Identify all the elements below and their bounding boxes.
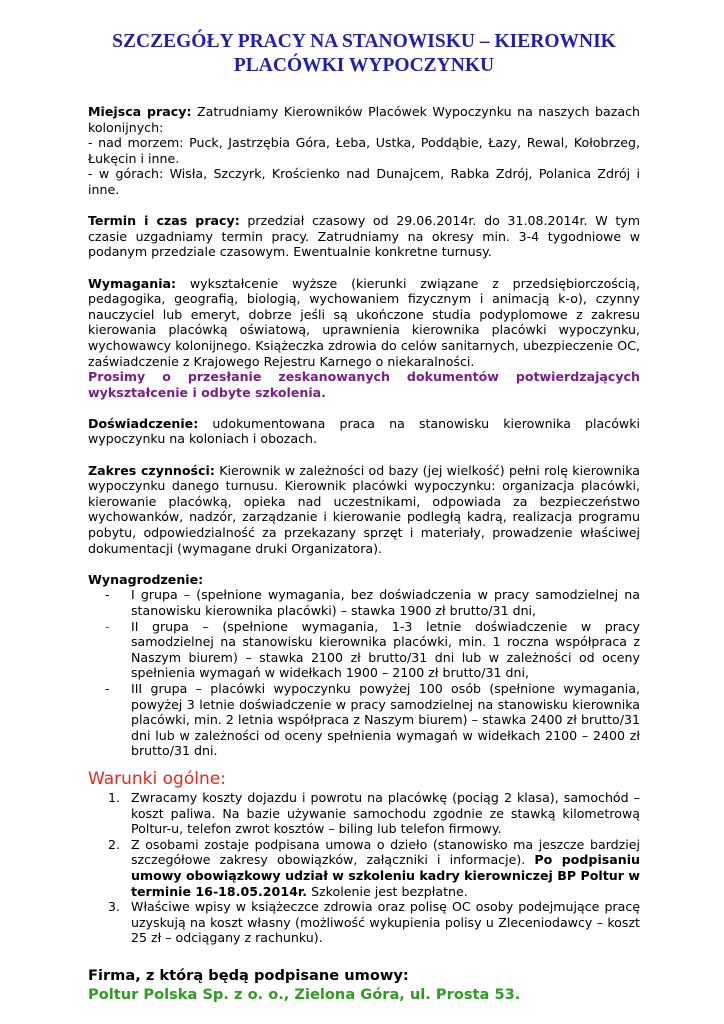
miejsca-sea: - nad morzem: Puck, Jastrzębia Góra, Łeba, Ustka, Poddąbie, Łazy, Rewal, Kołobrzeg, Łukęcin i inne. [88, 135, 640, 166]
wymagania-note: Prosimy o przesłanie zeskanowanych dokumentów potwierdzających wykształcenie i odbyte szkolenia. [88, 369, 640, 400]
termin-text: przedział czasowy od 29.06.2014r. do 31.08.2014r. W tym czasie uzgadniamy termin pracy. Zatrudniamy na okresy min. 3-4 tygodniowe w podanym przedziale czasowym. Ewentualnie konkretne turnusy. [88, 213, 640, 260]
salary-item-2 [105, 618, 640, 681]
doswiadczenie-label: Doświadczenie: [88, 415, 199, 431]
warunki-item-text: Z osobami zostaje podpisana umowa o dzieło (stanowisko ma jeszcze bardziej szczegółowe zakresy obowiązków, załączniki i informacje). [131, 836, 640, 868]
wynagrodzenie-label: Wynagrodzenie: [88, 571, 204, 587]
zakres-label: Zakres czynności: [88, 462, 215, 478]
termin-label: Termin i czas pracy: [88, 213, 240, 229]
warunki-item-1 [108, 789, 640, 837]
section-wymagania [88, 276, 640, 401]
miejsca-intro: Zatrudniamy Kierowników Placówek Wypoczynku na naszych bazach kolonijnych: [88, 104, 640, 135]
warunki-item-text: Właściwe wpisy w książeczce zdrowia oraz polisę OC osoby podejmujące pracę uzyskują na koszt własny (możliwość wykupienia polisy u Zleceniodawcy – koszt 25 zł – odciągany z rachunku). [131, 899, 640, 946]
warunki-item-bold: Po podpisaniu umowy obowiązkowy udział w szkoleniu kadry kierowniczej BP Poltur w terminie 16-18.05.2014r. [131, 852, 640, 899]
title-line-1: SZCZEGÓŁY PRACY NA STANOWISKU – KIEROWNIK [112, 31, 616, 52]
firma-heading: Firma, z którą będą podpisane umowy: [88, 966, 409, 984]
salary-item-3 [105, 680, 640, 759]
item-number: 2. [108, 836, 121, 852]
salary-item-text: III grupa – placówki wypoczynku powyżej 100 osób (spełnione wymagania, powyżej 3 letnie doświadczenie w pracy samodzielnej na stanowisku kierownika placówki, min. 2 letnia współpraca z Naszym biurem) – stawka 2400 zł brutto/31 dni lub w zależności od oceny spełnienia wymagań w widełkach 2100 – 2400 zł brutto/31 dni. [131, 680, 640, 759]
salary-item-text: I grupa – (spełnione wymagania, bez doświadczenia w pracy samodzielnej na stanowisku kierownika placówki) – stawka 1900 zł brutto/31 dni, [131, 587, 640, 618]
section-zakres [88, 463, 640, 557]
title-line-2: PLACÓWKI WYPOCZYNKU [233, 55, 495, 76]
item-number: 3. [108, 899, 121, 915]
dash-marker: - [105, 680, 110, 696]
doswiadczenie-text: udokumentowana praca na stanowisku kierownika placówki wypoczynku na koloniach i obozach. [88, 415, 640, 447]
warunki-item-3 [108, 899, 640, 946]
miejsca-mountains: - w górach: Wisła, Szczyrk, Krościenko nad Dunajcem, Rabka Zdrój, Polanica Zdrój i inne. [88, 166, 640, 197]
section-firma [88, 966, 640, 1004]
section-warunki [88, 769, 640, 946]
warunki-item-text: Zwracamy koszty dojazdu i powrotu na placówkę (pociąg 2 klasa), samochód – koszt paliwa. Na bazie używanie samochodu zgodnie ze stawką kilometrową Poltur-u, telefon zwrot kosztów – biling lub telefon firmowy. [131, 789, 640, 837]
section-doswiadczenie [88, 416, 640, 447]
miejsca-label: Miejsca pracy: [88, 104, 192, 119]
warunki-item-2 [108, 836, 640, 899]
item-number: 1. [108, 789, 121, 805]
firma-company: Poltur Polska Sp. z o. o., Zielona Góra, ul. Prosta 53. [88, 985, 521, 1003]
salary-item-1 [105, 587, 640, 618]
dash-marker: - [105, 587, 110, 603]
wymagania-label: Wymagania: [88, 275, 177, 291]
document-page [88, 30, 640, 1004]
section-termin [88, 213, 640, 260]
salary-item-text: II grupa – (spełnione wymagania, 1-3 letnie doświadczenie w pracy samodzielnej na stanowisku kierownika placówki, min. 1 roczna współpraca z Naszym biurem) – stawka 2100 zł brutto/31 dni lub w zależności od oceny spełnienia wymagań w widełkach 1900 – 2100 zł brutto/31 dni, [131, 618, 640, 681]
wymagania-text: wykształcenie wyższe (kierunki związane z przedsiębiorczością, pedagogika, geografią, biologią, wychowaniem fizycznym i animacją k-o), czynny nauczyciel lub emeryt, dobrze jeśli są ukończone studia podyplomowe z zakresu kierowania placówką oświatową, uprawnienia kierownika placówki wypoczynku, wychowawcy kolonijnego. Książeczka zdrowia do celów sanitarnych, ubezpieczenie OC, zaświadczenie z Krajowego Rejestru Karnego o niekaralności. [88, 275, 640, 369]
zakres-text: Kierownik w zależności od bazy (jej wielkość) pełni rolę kierownika wypoczynku danego turnusu. Kierownik placówki wypoczynku: organizacja placówki, kierowanie placówką, opieka nad uczestnikami, odpowiada za bezpieczeństwo wychowanków, nadzór, zarządzanie i kierowanie podległą kadrą, realizacja programu pobytu, odpowiedzialność za przekazany sprzęt i materiały, prowadzenie właściwej dokumentacji (wymagane druki Organizatora). [88, 462, 640, 556]
warunki-list [88, 790, 640, 946]
dash-marker: - [105, 618, 110, 634]
section-miejsca-pracy [88, 104, 640, 198]
warunki-item-text-after: Szkolenie jest bezpłatne. [311, 883, 468, 899]
salary-list [88, 587, 640, 759]
page-title [88, 30, 640, 78]
warunki-heading: Warunki ogólne: [88, 768, 226, 789]
section-wynagrodzenie [88, 572, 640, 759]
